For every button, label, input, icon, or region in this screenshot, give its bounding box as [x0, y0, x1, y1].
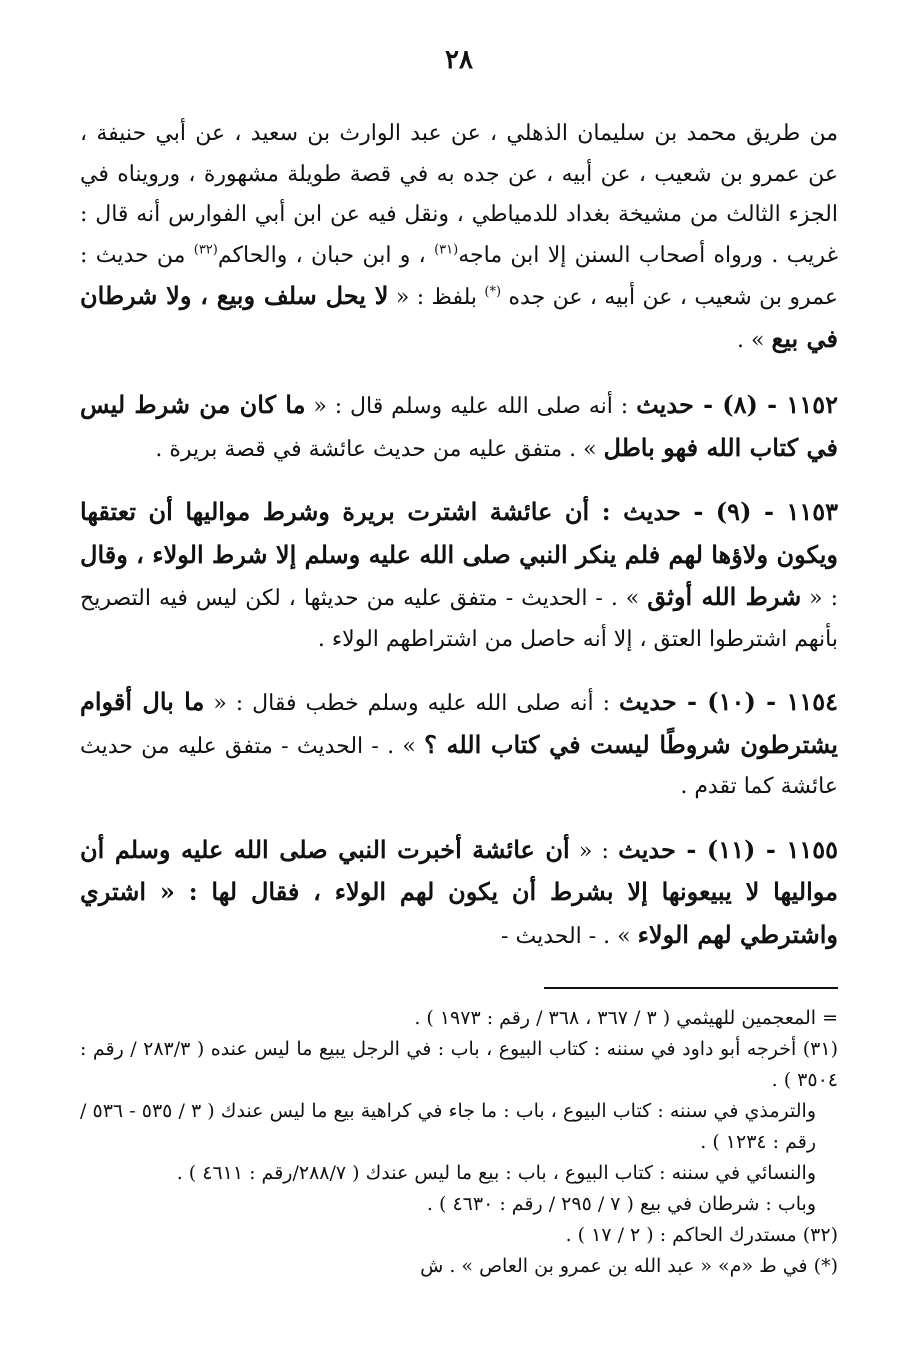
- hadith-text: : أنه صلى الله عليه وسلم قال : «: [305, 394, 637, 419]
- intro-text-4: بلفظ : «: [388, 285, 485, 310]
- footnotes: [80, 1003, 838, 1282]
- hadith-lead: ١١٥٤ - (١٠) - حديث: [618, 687, 838, 716]
- hadith-quote: ما كان من شرط ليس في كتاب الله فهو باطل: [80, 390, 838, 462]
- hadith-1152: [80, 385, 838, 470]
- hadith-lead: ١١٥٥ - (١١) - حديث: [618, 834, 839, 864]
- hadith-lead: ١١٥٢ - (٨) - حديث: [636, 390, 838, 419]
- hadith-1155: [80, 830, 838, 958]
- footnote-ref-31: (٣١): [434, 242, 459, 258]
- footnote-31-tirmidhi: والترمذي في سننه : كتاب البيوع ، باب : ما جاء في كراهية بيع ما ليس عندك ( ٣ / ٥٣٥ - ٥٣٦ / رقم : ١٢٣٤ ) .: [80, 1100, 816, 1153]
- intro-quote: لا يحل سلف وبيع ، ولا شرطان في بيع: [80, 281, 838, 353]
- footnote-31-nasai-bab: وباب : شرطان في بيع ( ٧ / ٢٩٥ / رقم : ٤٦٣٠ ) .: [426, 1193, 816, 1215]
- intro-text-3: من حديث : عمرو بن شعيب ، عن أبيه ، عن جده: [80, 242, 838, 310]
- hadith-quote: أن عائشة أخبرت النبي صلى الله عليه وسلم أن مواليها لا يبيعونها إلا بشرط أن يكون لهم الولاء ، فقال لها : « اشتري واشترطي لهم الولاء: [80, 834, 838, 949]
- intro-text-1: من طريق محمد بن سليمان الذهلي ، عن عبد الوارث بن سعيد ، عن أبي حنيفة ، عن عمرو بن شعيب ، عن أبيه ، عن جده به في قصة طويلة مشهورة ، ورويناه في الجزء الثالث من مشيخة بغداد للدمياطي ، ونقل فيه عن ابن أبي الفوارس أنه قال : غريب . ورواه أصحاب السنن إلا ابن ماجه: [80, 121, 839, 268]
- footnote-31: (٣١) أخرجه أبو داود في سننه : كتاب البيوع ، باب : في الرجل يبيع ما ليس عنده ( ٢٨٣/٣ / رقم : ٣٥٠٤ ) .: [80, 1038, 838, 1091]
- footnote-star: (*) في ط «م» « عبد الله بن عمرو بن العاص » . ش: [420, 1255, 838, 1277]
- hadith-text: : أنه صلى الله عليه وسلم خطب فقال : «: [204, 691, 619, 716]
- hadith-text: » . - الحديث - متفق عليه من حديث عائشة كما تقدم .: [80, 733, 838, 799]
- footnote-divider: [544, 987, 838, 989]
- intro-paragraph: [80, 114, 838, 361]
- page-number: ٢٨: [445, 45, 473, 75]
- footnote-ref-32: (٣٢): [193, 242, 218, 258]
- hadith-text: » . - الحديث - متفق عليه من حديثها ، لكن ليس فيه التصريح بأنهم اشترطوا العتق ، إلا أنه حاصل من اشتراطهم الولاء .: [80, 586, 838, 652]
- hadith-quote: شرط الله أوثق: [647, 582, 802, 611]
- footnote-continuation: = المعجمين للهيثمي ( ٣ / ٣٦٧ ، ٣٦٨ / رقم : ١٩٧٣ ) .: [414, 1007, 838, 1029]
- intro-text-2: ، و ابن حبان ، والحاكم: [217, 242, 435, 268]
- hadith-lead: ١١٥٣ - (٩) - حديث : أن عائشة اشترت بريرة وشرط مواليها أن تعتقها ويكون ولاؤها لهم فلم ينكر النبي صلى الله عليه وسلم إلا شرط الولاء ، وقال: [80, 497, 839, 569]
- footnote-31-nasai: والنسائي في سننه : كتاب البيوع ، باب : بيع ما ليس عندك ( ٢٨٨/٧/رقم : ٤٦١١ ) .: [176, 1162, 816, 1184]
- hadith-text: : «: [801, 586, 839, 611]
- hadith-text: : «: [569, 838, 619, 864]
- hadith-quote: ما بال أقوام يشترطون شروطًا ليست في كتاب الله ؟: [80, 687, 838, 759]
- hadith-1153: [80, 492, 838, 660]
- hadith-1154: [80, 682, 838, 808]
- intro-text-5: » .: [737, 327, 772, 353]
- footnote-32: (٣٢) مستدرك الحاكم : ( ٢ / ١٧ ) .: [565, 1224, 838, 1246]
- hadith-text: » . - الحديث -: [501, 923, 638, 949]
- footnote-ref-star: (*): [484, 284, 502, 300]
- hadith-text: » . متفق عليه من حديث عائشة في قصة بريرة .: [155, 436, 604, 462]
